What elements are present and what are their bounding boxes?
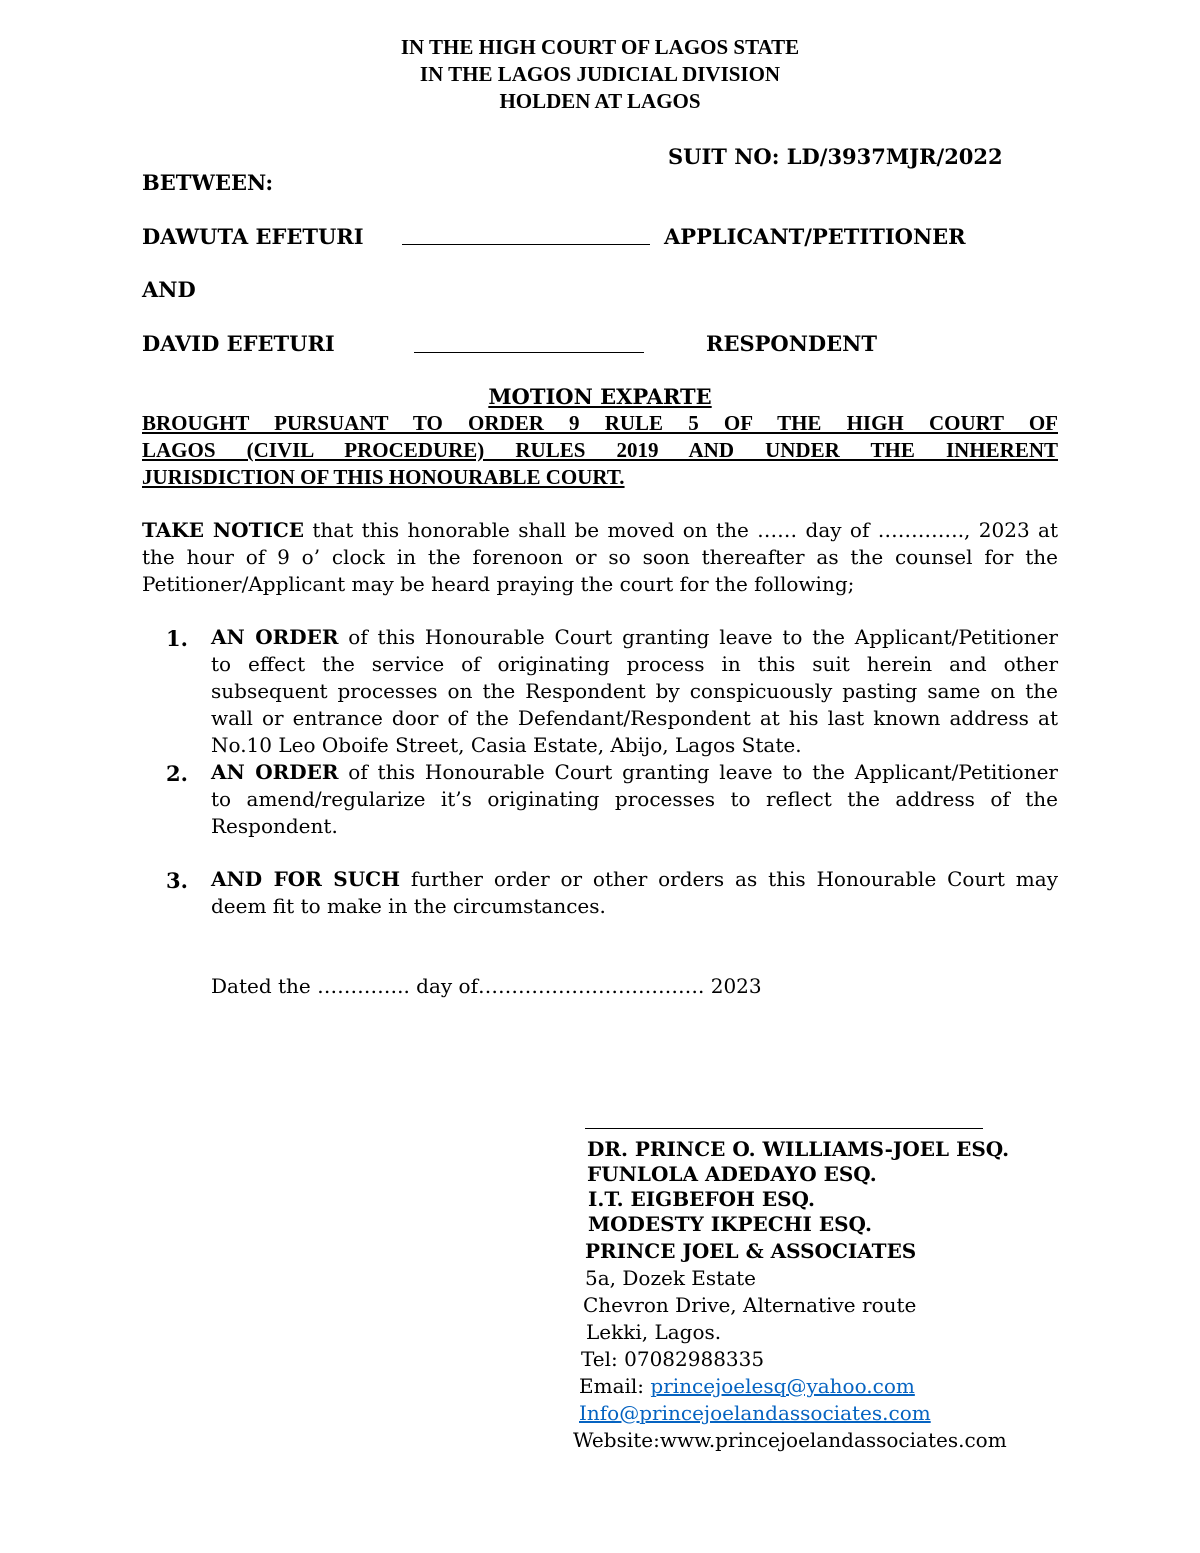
and-label: AND — [142, 277, 196, 302]
email-link[interactable]: princejoelesq@yahoo.com — [650, 1374, 915, 1398]
prayer-lead: AN ORDER — [211, 625, 339, 649]
motion-subtitle-line: BROUGHT PURSUANT TO ORDER 9 RULE 5 OF THE HIGH COURT OF — [142, 411, 1058, 435]
signature-line — [585, 1128, 983, 1129]
website: Website:www.princejoelandassociates.com — [573, 1428, 1007, 1452]
prayer-line: No.10 Leo Oboife Street, Casia Estate, Abijo, Lagos State. — [211, 733, 802, 757]
between-label: BETWEEN: — [142, 170, 274, 195]
court-name: IN THE HIGH COURT OF LAGOS STATE — [400, 35, 800, 59]
prayer-text: of this Honourable Court granting leave to the Applicant/Petitioner — [338, 760, 1058, 784]
respondent-name: DAVID EFETURI — [142, 331, 335, 356]
applicant-rule-line — [402, 244, 650, 245]
prayer-lead: AND FOR SUCH — [211, 867, 400, 891]
email-link-secondary[interactable]: Info@princejoelandassociates.com — [579, 1401, 931, 1425]
motion-subtitle — [142, 410, 1058, 491]
prayer-line: subsequent processes on the Respondent by conspicuously pasting same on the — [211, 679, 1058, 703]
prayer-number: 1. — [166, 626, 188, 651]
prayer-line — [211, 759, 1058, 786]
holden-at: HOLDEN AT LAGOS — [499, 89, 701, 113]
applicant-role: APPLICANT/PETITIONER — [664, 224, 966, 249]
suit-number: SUIT NO: LD/3937MJR/2022 — [668, 144, 1003, 169]
motion-title: MOTION EXPARTE — [488, 384, 712, 409]
take-notice-lead: TAKE NOTICE — [142, 518, 304, 542]
firm-name: PRINCE JOEL & ASSOCIATES — [585, 1239, 917, 1263]
prayer-number: 2. — [166, 761, 188, 786]
prayer-line — [211, 866, 1058, 893]
counsel-name: MODESTY IKPECHI ESQ. — [588, 1212, 872, 1236]
notice-text: that this honorable shall be moved on the …… day of …………., 2023 at — [304, 518, 1058, 542]
prayer-number: 3. — [166, 868, 188, 893]
prayer-line: to effect the service of originating process in this suit herein and other — [211, 652, 1058, 676]
counsel-name: I.T. EIGBEFOH ESQ. — [588, 1187, 815, 1211]
email-row — [579, 1374, 915, 1398]
prayer-text: further order or other orders as this Honourable Court may — [399, 867, 1058, 891]
judicial-division: IN THE LAGOS JUDICIAL DIVISION — [419, 62, 781, 86]
telephone: Tel: 07082988335 — [581, 1347, 765, 1371]
prayer-line: wall or entrance door of the Defendant/Respondent at his last known address at — [211, 706, 1058, 730]
motion-subtitle-line: JURISDICTION OF THIS HONOURABLE COURT. — [142, 465, 625, 489]
applicant-name: DAWUTA EFETURI — [142, 224, 364, 249]
motion-subtitle-line: LAGOS (CIVIL PROCEDURE) RULES 2019 AND UNDER THE INHERENT — [142, 438, 1058, 462]
address-line: 5a, Dozek Estate — [585, 1266, 756, 1290]
prayer-line — [211, 624, 1058, 651]
prayer-line: Respondent. — [211, 814, 338, 838]
prayer-2 — [211, 759, 1058, 840]
notice-line: Petitioner/Applicant may be heard praying the court for the following; — [142, 572, 855, 596]
counsel-name: FUNLOLA ADEDAYO ESQ. — [587, 1162, 877, 1186]
address-line: Lekki, Lagos. — [586, 1320, 722, 1344]
address-line: Chevron Drive, Alternative route — [583, 1293, 917, 1317]
counsel-name: DR. PRINCE O. WILLIAMS-JOEL ESQ. — [587, 1137, 1010, 1161]
prayer-line: deem fit to make in the circumstances. — [211, 894, 606, 918]
take-notice-paragraph — [142, 517, 1058, 598]
notice-line: the hour of 9 o’ clock in the forenoon or so soon thereafter as the counsel for the — [142, 545, 1058, 569]
dated-line: Dated the ………….. day of……………………………. 2023 — [211, 974, 762, 998]
prayer-line: to amend/regularize it’s originating processes to reflect the address of the — [211, 787, 1058, 811]
email-label: Email: — [579, 1374, 651, 1398]
prayer-lead: AN ORDER — [211, 760, 339, 784]
respondent-role: RESPONDENT — [706, 331, 877, 356]
prayer-1 — [211, 624, 1058, 759]
respondent-rule-line — [414, 352, 644, 353]
prayer-text: of this Honourable Court granting leave to the Applicant/Petitioner — [338, 625, 1058, 649]
prayer-3 — [211, 866, 1058, 920]
notice-line — [142, 517, 1058, 544]
